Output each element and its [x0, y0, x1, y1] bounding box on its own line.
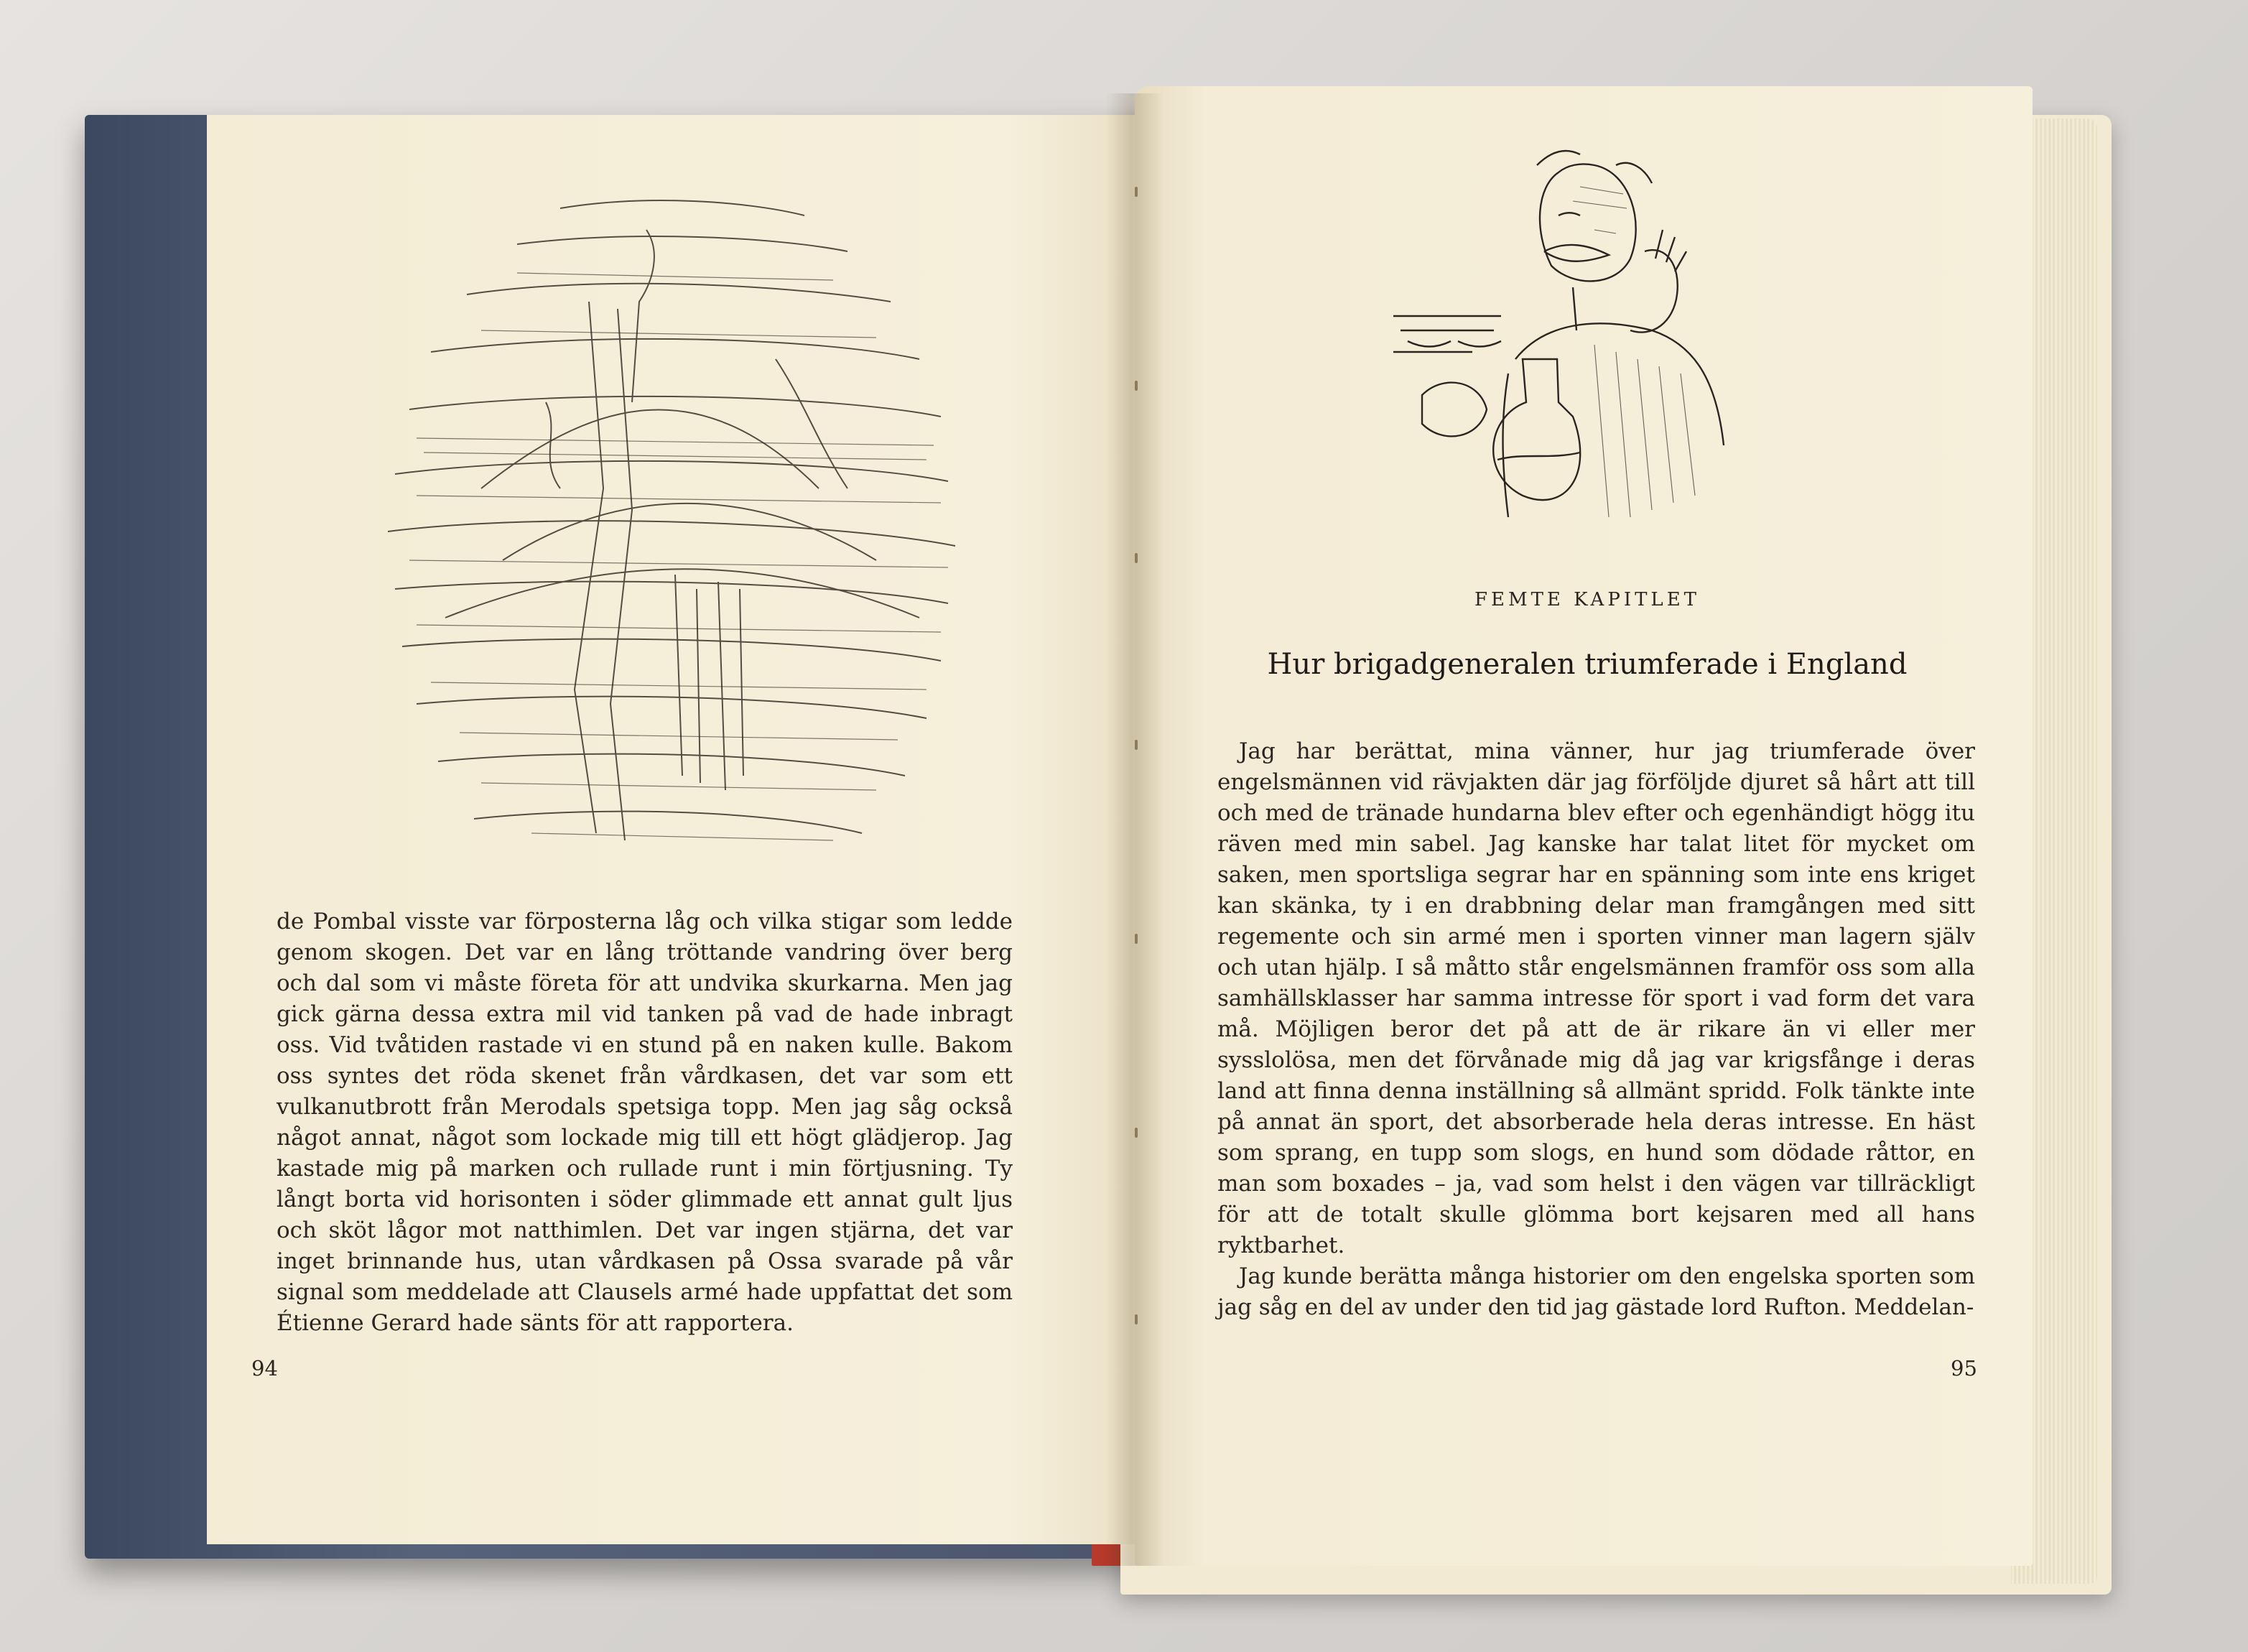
page-number-right: 95	[1951, 1356, 1977, 1380]
binding-stitch	[1135, 740, 1138, 750]
night-landscape-illustration	[373, 187, 962, 876]
book-gutter	[1106, 93, 1164, 1566]
binding-stitch	[1135, 187, 1138, 197]
right-page-body	[1217, 736, 1975, 1323]
page-number-left: 94	[251, 1356, 278, 1380]
binding-stitch	[1135, 1314, 1138, 1324]
binding-stitch	[1135, 381, 1138, 391]
binding-stitch	[1135, 553, 1138, 563]
chapter-title: Hur brigadgeneralen triumferade i England	[1267, 648, 1908, 681]
binding-stitch	[1135, 1128, 1138, 1138]
paragraph: Jag har berättat, mina vänner, hur jag triumferade över engelsmännen vid rävjakten där jag förföljde djuret så hårt att till och med de tränade hundarna blev efter och egenhändigt högg itu räven med min sabel. Jag kanske har talat litet för mycket om saken, men sportsliga segrar har en spänning som inte ens kriget kan skänka, ty i en drabbning delar man framgången med sitt regemente och sin armé men i sporten vinner man lagern själv och utan hjälp. I så måtto står engelsmännen framför oss som alla samhällsklasser har samma intresse för sport i vad form det vara må. Möjligen beror det på att de är rikare än vi eller mer sysslolösa, men det förvånade mig då jag var krigsfånge i deras land att finna denna inställning så allmänt spridd. Folk tänkte inte på annat än sport, det absorberade hela deras intresse. En häst som sprang, en tupp som slogs, en hund som dödade råttor, en man som boxades – ja, vad som helst i den vägen var tillräckligt för att de totalt skulle glömma bort kejsaren med all hans ryktbarhet.	[1217, 738, 1975, 1258]
paragraph: Jag kunde berätta många historier om den engelska sporten som jag såg en del av under den tid jag gästade lord Rufton. Meddelan-	[1217, 1263, 1975, 1320]
brigadier-portrait-illustration	[1379, 144, 1796, 546]
left-page-body	[277, 906, 1013, 1339]
binding-stitch	[1135, 934, 1138, 944]
chapter-label: FEMTE KAPITLET	[1474, 589, 1701, 611]
paragraph: de Pombal visste var förposterna låg och vilka stigar som ledde genom skogen. Det var en lång tröttande vandring över berg och dal som vi måste företa för att undvika skurkarna. Men jag gick gärna dessa extra mil vid tanken på vad de hade inbragt oss. Vid tvåtiden rastade vi en stund på en naken kulle. Bakom oss syntes det röda skenet från vårdkasen, det var som ett vulkanutbrott från Merodals spetsiga topp. Men jag såg också något annat, något som lockade mig till ett högt glädjerop. Jag kastade mig på marken och rullade runt i min förtjusning. Ty långt borta vid horisonten i söder glimmade ett annat gult ljus och sköt lågor mot natthimlen. Det var ingen stjärna, det var inget brinnande hus, utan vårdkasen på Ossa svarade på vår signal som meddelade att Clausels armé hade uppfattat det som Étienne Gerard hade sänts för att rapportera.	[277, 909, 1013, 1336]
